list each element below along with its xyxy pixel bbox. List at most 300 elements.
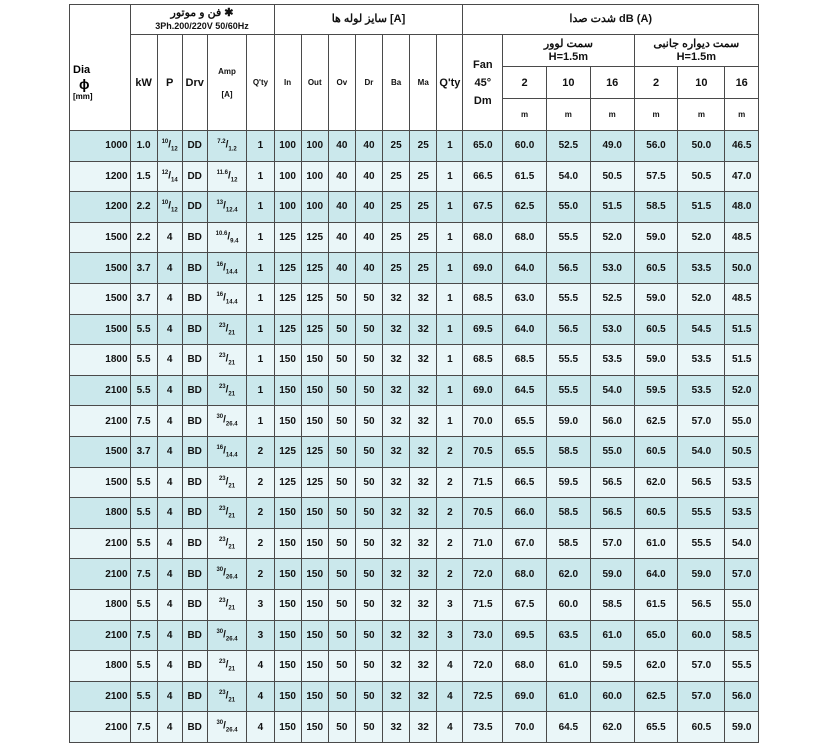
amp-cell-num: 10.6 (215, 230, 228, 237)
in-cell: 150 (274, 620, 301, 651)
side-wall-title: سمت دیواره جانبی (653, 37, 740, 50)
in-cell: 100 (274, 192, 301, 223)
louver-10-cell: 52.5 (546, 131, 590, 162)
in-cell: 125 (274, 467, 301, 498)
dia-cell: 1800 (70, 651, 131, 682)
ov-cell: 40 (328, 222, 355, 253)
p-cell: 4 (157, 589, 182, 620)
louver-10-header: 10 (546, 67, 590, 99)
amp-cell-den: 9.4 (230, 238, 239, 245)
louver-2-cell: 64.0 (503, 253, 547, 284)
louver-2-cell: 68.0 (503, 559, 547, 590)
drv-cell: BD (182, 253, 207, 284)
ba-cell: 32 (383, 651, 410, 682)
ba-cell: 32 (383, 528, 410, 559)
louver-10-cell: 55.5 (546, 375, 590, 406)
p-cell-den: 12 (171, 207, 178, 214)
fan-cell: 67.5 (463, 192, 503, 223)
ba-cell: 32 (383, 314, 410, 345)
qty1-cell: 1 (247, 192, 274, 223)
qty2-cell: 1 (437, 406, 463, 437)
ba-cell: 25 (383, 131, 410, 162)
side-10-cell: 52.0 (678, 222, 725, 253)
side-10-cell: 56.5 (678, 589, 725, 620)
amp-cell-den: 26.4 (225, 574, 238, 581)
ma-cell: 32 (410, 681, 437, 712)
ma-cell: 32 (410, 406, 437, 437)
louver-2-cell: 65.5 (503, 436, 547, 467)
dia-cell: 1500 (70, 467, 131, 498)
louver-16-cell: 56.0 (590, 406, 634, 437)
dr-header: Dr (355, 35, 382, 131)
louver-2-cell: 60.0 (503, 131, 547, 162)
in-cell: 150 (274, 528, 301, 559)
table-row (70, 436, 759, 467)
dia-symbol: ϕ (79, 75, 90, 92)
louver-2-cell: 61.5 (503, 161, 547, 192)
fan-cell: 71.5 (463, 467, 503, 498)
fan-cell: 68.5 (463, 283, 503, 314)
amp-cell-den: 21 (228, 391, 236, 398)
out-cell: 150 (301, 528, 328, 559)
dia-cell: 2100 (70, 406, 131, 437)
dia-cell: 2100 (70, 681, 131, 712)
ov-cell: 50 (328, 283, 355, 314)
side-2-cell: 62.5 (634, 681, 678, 712)
side-16-header: 16 (725, 67, 759, 99)
amp-cell-den: 21 (228, 544, 236, 551)
side-16-cell: 48.5 (725, 222, 759, 253)
side-10-cell: 51.5 (678, 192, 725, 223)
ba-cell: 32 (383, 559, 410, 590)
amp-cell-num: 23 (218, 689, 226, 696)
amp-cell: $^{13}/_{12.4}$ (207, 192, 247, 223)
dia-cell: 1500 (70, 253, 131, 284)
qty1-header: Q'ty (247, 35, 274, 131)
fan-cell: 66.5 (463, 161, 503, 192)
dr-cell: 40 (355, 161, 382, 192)
side-10-cell: 56.5 (678, 467, 725, 498)
amp-cell: $^{23}/_{21}$ (207, 498, 247, 529)
in-cell: 100 (274, 131, 301, 162)
fan-cell: 70.0 (463, 406, 503, 437)
fan-cell: 71.0 (463, 528, 503, 559)
drv-cell: BD (182, 528, 207, 559)
side-16-cell: 58.5 (725, 620, 759, 651)
louver-2-cell: 67.0 (503, 528, 547, 559)
side-2-cell: 61.0 (634, 528, 678, 559)
amp-cell-num: 23 (218, 475, 226, 482)
side-10-cell: 57.0 (678, 406, 725, 437)
unit-m-header: m (725, 99, 759, 131)
dr-cell: 40 (355, 222, 382, 253)
kw-cell: 7.5 (130, 620, 157, 651)
amp-cell-num: 30 (216, 414, 224, 421)
ma-cell: 32 (410, 651, 437, 682)
ma-cell: 32 (410, 589, 437, 620)
louver-10-cell: 55.5 (546, 283, 590, 314)
kw-cell: 1.5 (130, 161, 157, 192)
dia-cell: 1800 (70, 345, 131, 376)
fan-cell: 68.0 (463, 222, 503, 253)
in-cell: 150 (274, 589, 301, 620)
fan-cell: 72.0 (463, 651, 503, 682)
amp-cell-num: 23 (218, 353, 226, 360)
drv-cell: BD (182, 314, 207, 345)
table-row (70, 283, 759, 314)
side-16-cell: 46.5 (725, 131, 759, 162)
louver-2-cell: 62.5 (503, 192, 547, 223)
ov-cell: 50 (328, 589, 355, 620)
amp-cell: $^{16}/_{14.4}$ (207, 436, 247, 467)
qty1-cell: 2 (247, 528, 274, 559)
p-cell-num: 12 (161, 169, 169, 176)
out-cell: 125 (301, 436, 328, 467)
louver-16-cell: 54.0 (590, 375, 634, 406)
louver-2-cell: 67.5 (503, 589, 547, 620)
louver-16-cell: 59.0 (590, 559, 634, 590)
out-cell: 150 (301, 620, 328, 651)
side-16-cell: 55.0 (725, 589, 759, 620)
louver-16-cell: 52.5 (590, 283, 634, 314)
louver-2-cell: 68.0 (503, 651, 547, 682)
louver-height: H=1.5m (548, 50, 589, 63)
qty1-cell: 1 (247, 314, 274, 345)
amp-cell: $^{23}/_{21}$ (207, 528, 247, 559)
amp-cell: $^{30}/_{26.4}$ (207, 712, 247, 743)
fan-cell: 69.0 (463, 253, 503, 284)
ov-cell: 50 (328, 651, 355, 682)
out-cell: 100 (301, 131, 328, 162)
side-2-cell: 65.5 (634, 712, 678, 743)
side-16-cell: 59.0 (725, 712, 759, 743)
table-row (70, 406, 759, 437)
louver-10-cell: 56.5 (546, 253, 590, 284)
ba-cell: 32 (383, 436, 410, 467)
p-cell: 4 (157, 498, 182, 529)
ma-cell: 25 (410, 253, 437, 284)
side-16-cell: 57.0 (725, 559, 759, 590)
drv-cell: BD (182, 712, 207, 743)
louver-10-cell: 61.0 (546, 651, 590, 682)
side-2-cell: 58.5 (634, 192, 678, 223)
side-2-cell: 57.5 (634, 161, 678, 192)
louver-16-cell: 62.0 (590, 712, 634, 743)
qty1-cell: 1 (247, 131, 274, 162)
ov-cell: 40 (328, 131, 355, 162)
ba-cell: 32 (383, 283, 410, 314)
out-cell: 125 (301, 314, 328, 345)
ba-cell: 25 (383, 161, 410, 192)
out-cell: 125 (301, 253, 328, 284)
p-cell-den: 14 (171, 177, 178, 184)
in-cell: 150 (274, 712, 301, 743)
amp-cell-den: 21 (228, 482, 236, 489)
qty2-cell: 1 (437, 283, 463, 314)
dia-unit: [mm] (73, 91, 93, 101)
p-cell: 4 (157, 436, 182, 467)
louver-2-cell: 68.5 (503, 345, 547, 376)
side-10-cell: 55.5 (678, 498, 725, 529)
side-2-cell: 60.5 (634, 314, 678, 345)
side-10-cell: 52.0 (678, 283, 725, 314)
fan-angle: 45° (474, 76, 492, 89)
amp-cell-den: 21 (228, 513, 236, 520)
in-cell: 125 (274, 253, 301, 284)
ov-cell: 50 (328, 467, 355, 498)
drv-cell: BD (182, 436, 207, 467)
dia-cell: 1000 (70, 131, 131, 162)
qty2-cell: 4 (437, 651, 463, 682)
out-cell: 150 (301, 651, 328, 682)
louver-10-cell: 59.5 (546, 467, 590, 498)
side-2-header: 2 (634, 67, 678, 99)
amp-cell-num: 30 (216, 567, 224, 574)
table-row (70, 712, 759, 743)
side-16-cell: 48.5 (725, 283, 759, 314)
out-cell: 125 (301, 222, 328, 253)
louver-16-cell: 58.5 (590, 589, 634, 620)
louver-2-cell: 64.0 (503, 314, 547, 345)
louver-2-cell: 66.0 (503, 498, 547, 529)
qty1-cell: 1 (247, 253, 274, 284)
dia-cell: 1500 (70, 283, 131, 314)
dr-cell: 50 (355, 559, 382, 590)
qty2-cell: 2 (437, 559, 463, 590)
amp-cell: $^{23}/_{21}$ (207, 375, 247, 406)
kw-cell: 1.0 (130, 131, 157, 162)
p-cell: 4 (157, 559, 182, 590)
louver-10-cell: 56.5 (546, 314, 590, 345)
ma-cell: 25 (410, 222, 437, 253)
side-10-cell: 60.0 (678, 620, 725, 651)
kw-cell: 5.5 (130, 375, 157, 406)
dia-header-label (69, 34, 127, 130)
louver-10-cell: 61.0 (546, 681, 590, 712)
louver-2-cell: 69.0 (503, 681, 547, 712)
out-cell: 150 (301, 498, 328, 529)
ov-cell: 40 (328, 161, 355, 192)
louver-2-cell: 69.5 (503, 620, 547, 651)
amp-cell-num: 13 (216, 200, 224, 207)
amp-cell-den: 26.4 (225, 727, 238, 734)
ba-cell: 32 (383, 467, 410, 498)
drv-cell: BD (182, 681, 207, 712)
ov-cell: 50 (328, 375, 355, 406)
louver-16-cell: 59.5 (590, 651, 634, 682)
out-cell: 150 (301, 589, 328, 620)
ba-cell: 32 (383, 620, 410, 651)
amp-header (207, 35, 247, 131)
amp-cell: $^{23}/_{21}$ (207, 345, 247, 376)
amp-cell-num: 30 (216, 720, 224, 727)
amp-cell-den: 14.4 (225, 299, 238, 306)
dia-cell: 2100 (70, 375, 131, 406)
table-row (70, 467, 759, 498)
qty1-cell: 1 (247, 375, 274, 406)
side-10-cell: 53.5 (678, 253, 725, 284)
ov-cell: 50 (328, 620, 355, 651)
amp-unit: [A] (221, 89, 233, 99)
side-10-cell: 55.5 (678, 528, 725, 559)
louver-16-cell: 60.0 (590, 681, 634, 712)
dr-cell: 50 (355, 283, 382, 314)
amp-cell-den: 14.4 (225, 452, 238, 459)
amp-cell-den: 1.2 (228, 146, 237, 153)
louver-10-cell: 55.0 (546, 192, 590, 223)
qty2-cell: 1 (437, 192, 463, 223)
side-16-cell: 47.0 (725, 161, 759, 192)
side-10-header: 10 (678, 67, 725, 99)
dia-cell: 1500 (70, 222, 131, 253)
in-header: In (274, 35, 301, 131)
qty2-cell: 1 (437, 253, 463, 284)
ma-cell: 25 (410, 161, 437, 192)
louver-10-cell: 63.5 (546, 620, 590, 651)
qty1-cell: 3 (247, 589, 274, 620)
louver-2-cell: 65.5 (503, 406, 547, 437)
qty2-cell: 2 (437, 436, 463, 467)
amp-label: Amp (218, 66, 236, 76)
drv-cell: DD (182, 161, 207, 192)
side-2-cell: 60.5 (634, 436, 678, 467)
side-16-cell: 52.0 (725, 375, 759, 406)
ma-cell: 32 (410, 283, 437, 314)
kw-cell: 3.7 (130, 436, 157, 467)
amp-cell: $^{23}/_{21}$ (207, 589, 247, 620)
fan-header (463, 35, 503, 131)
out-cell: 125 (301, 283, 328, 314)
louver-10-cell: 62.0 (546, 559, 590, 590)
p-cell: 4 (157, 283, 182, 314)
amp-cell-den: 21 (228, 360, 236, 367)
amp-cell: $^{23}/_{21}$ (207, 651, 247, 682)
table-row (70, 253, 759, 284)
dr-cell: 40 (355, 131, 382, 162)
qty2-header: Q'ty (437, 35, 463, 131)
out-cell: 150 (301, 375, 328, 406)
kw-cell: 5.5 (130, 467, 157, 498)
amp-cell: $^{30}/_{26.4}$ (207, 620, 247, 651)
dr-cell: 50 (355, 712, 382, 743)
qty1-cell: 4 (247, 712, 274, 743)
louver-2-header: 2 (503, 67, 547, 99)
p-cell: 4 (157, 467, 182, 498)
dia-cell: 1800 (70, 498, 131, 529)
dr-cell: 40 (355, 192, 382, 223)
amp-cell-num: 23 (218, 598, 226, 605)
louver-16-cell: 55.0 (590, 436, 634, 467)
ba-cell: 32 (383, 681, 410, 712)
ov-cell: 50 (328, 559, 355, 590)
amp-cell-den: 12 (230, 177, 238, 184)
fan-cell: 68.5 (463, 345, 503, 376)
dr-cell: 50 (355, 436, 382, 467)
amp-cell-den: 21 (228, 666, 236, 673)
amp-cell-num: 7.2 (217, 139, 226, 146)
drv-cell: BD (182, 283, 207, 314)
ov-header: Ov (328, 35, 355, 131)
drv-cell: BD (182, 406, 207, 437)
drv-cell: BD (182, 345, 207, 376)
fan-cell: 69.0 (463, 375, 503, 406)
dia-cell: 1200 (70, 192, 131, 223)
ba-cell: 32 (383, 498, 410, 529)
side-10-cell: 50.5 (678, 161, 725, 192)
out-cell: 150 (301, 406, 328, 437)
amp-cell: $^{11.6}/_{12}$ (207, 161, 247, 192)
dr-cell: 50 (355, 498, 382, 529)
in-cell: 125 (274, 222, 301, 253)
in-cell: 125 (274, 314, 301, 345)
ba-header: Ba (383, 35, 410, 131)
kw-cell: 7.5 (130, 712, 157, 743)
motor-group-subtitle: 3Ph.200/220V 50/60Hz (155, 20, 249, 31)
side-2-cell: 59.5 (634, 375, 678, 406)
side-2-cell: 59.0 (634, 283, 678, 314)
side-2-cell: 60.5 (634, 498, 678, 529)
amp-cell-num: 23 (218, 536, 226, 543)
dr-cell: 50 (355, 345, 382, 376)
ma-header: Ma (410, 35, 437, 131)
qty1-cell: 4 (247, 681, 274, 712)
drv-cell: BD (182, 651, 207, 682)
drv-cell: BD (182, 375, 207, 406)
amp-cell: $^{16}/_{14.4}$ (207, 253, 247, 284)
louver-16-cell: 53.0 (590, 253, 634, 284)
p-cell: 4 (157, 712, 182, 743)
louver-10-cell: 60.0 (546, 589, 590, 620)
ma-cell: 32 (410, 314, 437, 345)
qty2-cell: 1 (437, 375, 463, 406)
dia-cell: 2100 (70, 712, 131, 743)
amp-cell: $^{30}/_{26.4}$ (207, 406, 247, 437)
kw-cell: 5.5 (130, 528, 157, 559)
ma-cell: 32 (410, 712, 437, 743)
kw-cell: 2.2 (130, 222, 157, 253)
p-cell-num: 10 (161, 139, 169, 146)
qty2-cell: 1 (437, 131, 463, 162)
amp-cell-num: 23 (218, 322, 226, 329)
ov-cell: 40 (328, 253, 355, 284)
table-row (70, 589, 759, 620)
side-16-cell: 54.0 (725, 528, 759, 559)
louver-10-cell: 55.5 (546, 222, 590, 253)
kw-cell: 2.2 (130, 192, 157, 223)
in-cell: 125 (274, 283, 301, 314)
ma-cell: 32 (410, 467, 437, 498)
drv-cell: BD (182, 498, 207, 529)
dr-cell: 50 (355, 528, 382, 559)
ba-cell: 32 (383, 712, 410, 743)
fan-cell: 69.5 (463, 314, 503, 345)
drv-cell: BD (182, 222, 207, 253)
drv-cell: DD (182, 131, 207, 162)
side-16-cell: 50.0 (725, 253, 759, 284)
side-16-cell: 53.5 (725, 467, 759, 498)
amp-cell: $^{7.2}/_{1.2}$ (207, 131, 247, 162)
ba-cell: 32 (383, 345, 410, 376)
dia-cell: 1800 (70, 589, 131, 620)
p-header: P (157, 35, 182, 131)
qty2-cell: 4 (437, 681, 463, 712)
dr-cell: 50 (355, 681, 382, 712)
side-2-cell: 65.0 (634, 620, 678, 651)
p-cell: 4 (157, 681, 182, 712)
out-cell: 150 (301, 712, 328, 743)
louver-10-cell: 54.0 (546, 161, 590, 192)
kw-cell: 5.5 (130, 589, 157, 620)
